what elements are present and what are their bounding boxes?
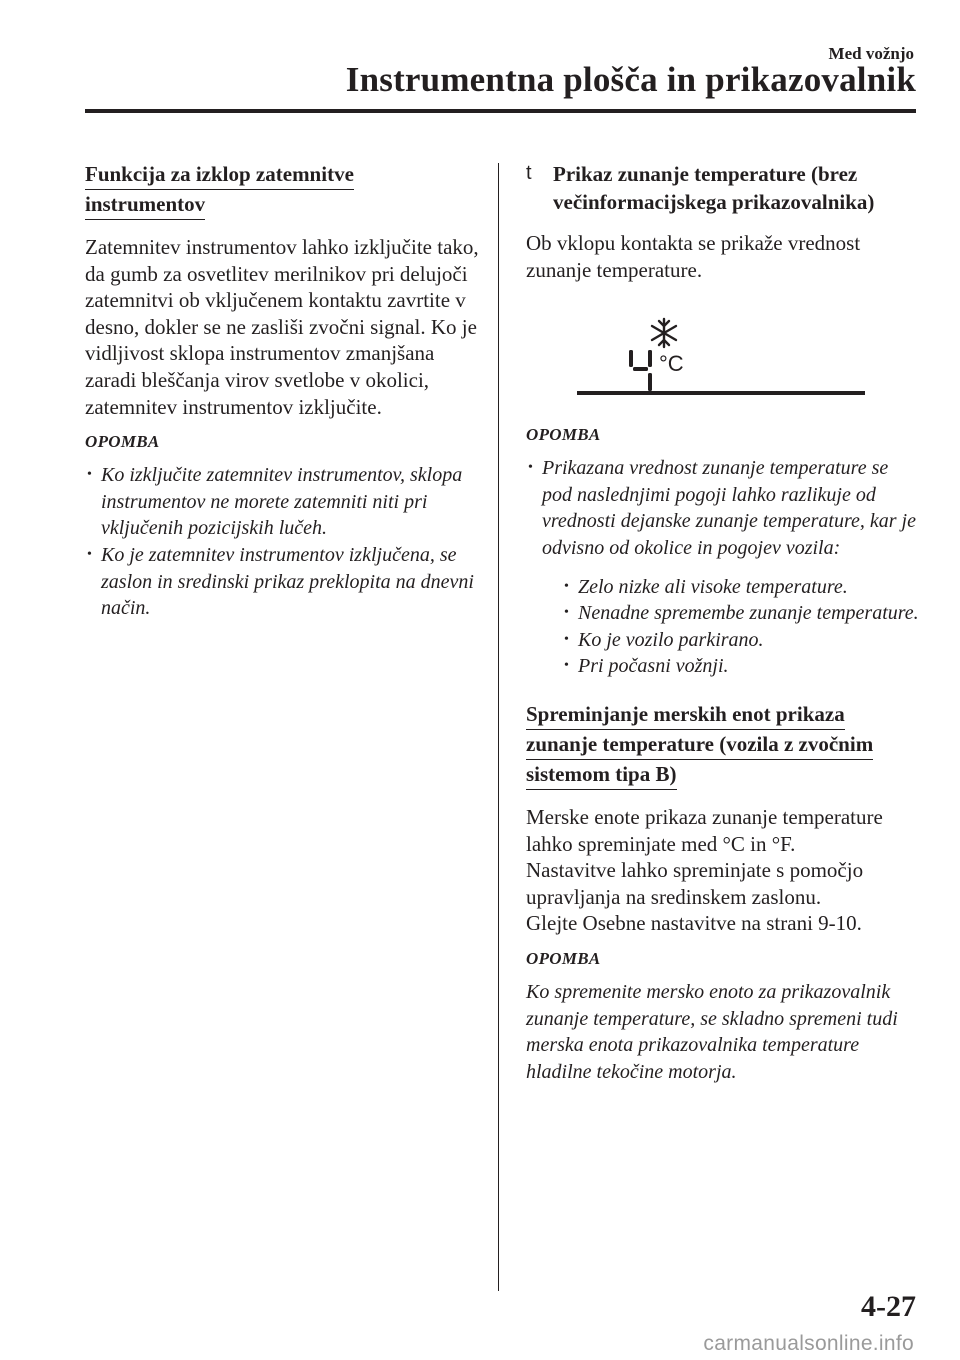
- left-column: [85, 160, 485, 622]
- unit-change-paragraph: Merske enote prikaza zunanje temperature lahko spreminjate med °C in °F.: [526, 804, 883, 856]
- note-list: [85, 462, 485, 622]
- list-item: • Ko izključite zatemnitev instrumentov, sklopa instrumentov ne morete zatemniti niti pri vključenih pozicijskih lučeh.: [87, 464, 463, 540]
- sub-note-list: [562, 574, 921, 680]
- outside-temp-heading: t Prikaz zunanje temperature (brez večinformacijskega prikazovalnika): [526, 162, 875, 214]
- dimmer-cancel-heading: Funkcija za izklop zatemnitve instrumentov: [85, 160, 485, 220]
- bullet: •: [87, 546, 92, 562]
- settings-paragraph: Nastavitve lahko spreminjate s pomočjo upravljanja na sredinskem zaslonu.: [526, 858, 864, 909]
- dimmer-cancel-paragraph: Zatemnitev instrumentov lahko izključite tako, da gumb za osvetlitev merilnikov pri delujoči zatemnitvi ob vključenem kontaktu zavrtite v desno, dokler se ne zasliši zvočni signal. Ko je vidljivost sklopa instrumentov zmanjšana zaradi bleščanja virov svetlobe v okolici, zatemnitev instrumentov izključite.: [85, 235, 479, 419]
- list-item: • Ko je vozilo parkirano.: [562, 627, 921, 654]
- list-item: • Pri počasni vožnji.: [562, 653, 921, 680]
- page-number: 4-27: [861, 1290, 916, 1323]
- bullet: •: [528, 460, 533, 476]
- bullet: •: [564, 605, 569, 621]
- snowflake-icon: [652, 319, 676, 347]
- note-label: OPOMBA: [85, 432, 160, 452]
- outside-temp-paragraph: Ob vklopu kontakta se prikaže vrednost zunanje temperature.: [526, 231, 861, 282]
- list-item: • Nenadne spremembe zunanje temperature.: [562, 600, 921, 627]
- note-label: OPOMBA: [526, 948, 601, 968]
- note-text: Ko spremenite mersko enoto za prikazovalnik zunanje temperature, se skladno spremeni tudi merska enota prikazovalnika temperature hladilne tekočine motorja.: [526, 980, 898, 1083]
- temperature-unit: °C: [659, 351, 684, 377]
- list-item: • Prikazana vrednost zunanje temperature se pod naslednjimi pogoji lahko razlikuje od vrednosti dejanske zunanje temperature, kar je odvisno od okolice in pogojev vozila: • Zelo nizke ali visoke temperature. • Nenadne spremembe zunanje temperature. • Ko je vozilo parkirano. • Pri počasni vožnji.: [526, 455, 921, 680]
- list-item: • Ko je zatemnitev instrumentov izključena, se zaslon in sredinski prikaz preklopita na dnevni način.: [87, 543, 474, 620]
- column-divider: [498, 163, 499, 1291]
- display-baseline: [577, 391, 865, 395]
- digit-four-segments: [629, 350, 652, 391]
- note-list: [526, 455, 921, 680]
- bullet: •: [564, 631, 569, 647]
- temperature-display-illustration: [526, 295, 921, 413]
- note-label: OPOMBA: [526, 425, 601, 445]
- reference-paragraph: Glejte Osebne nastavitve na strani 9-10.: [526, 911, 862, 936]
- watermark: carmanualsonline.info: [703, 1332, 914, 1355]
- section-label: Med vožnjo: [828, 44, 914, 63]
- list-item: • Zelo nizke ali visoke temperature.: [562, 574, 921, 601]
- heading-marker: t: [526, 162, 532, 184]
- bullet: •: [87, 467, 92, 483]
- chapter-title: Instrumentna plošča in prikazovalnik: [345, 60, 916, 99]
- header-rule: [85, 109, 916, 113]
- unit-change-heading: Spreminjanje merskih enot prikaza zunanje temperature (vozila z zvočnim sistemom tipa B): [526, 700, 921, 790]
- temperature-display-svg: [526, 295, 921, 413]
- right-column: [526, 160, 921, 1085]
- bullet: •: [564, 578, 569, 594]
- bullet: •: [564, 658, 569, 674]
